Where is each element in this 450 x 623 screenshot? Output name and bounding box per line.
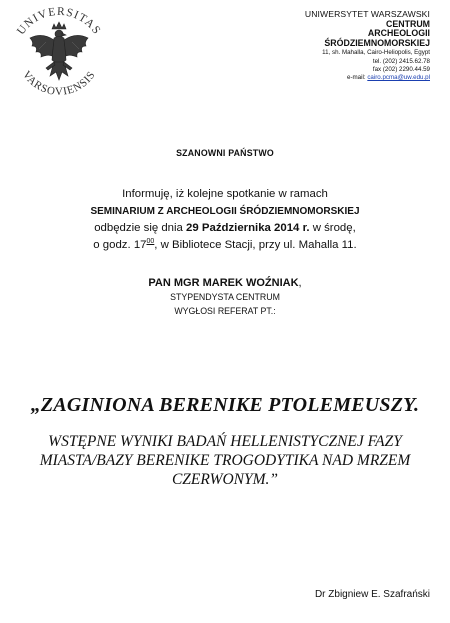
institution-header (210, 10, 430, 83)
seal-text-top: UNIVERSITAS (14, 5, 104, 38)
crowned-eagle-icon (30, 22, 88, 80)
announcement (0, 186, 450, 254)
email-line (210, 74, 430, 82)
lecture-subtitle-line1: WSTĘPNE WYNIKI BADAŃ HELLENISTYCZNEJ FAZY (48, 433, 402, 450)
announcement-line1: Informuję, iż kolejne spotkanie w ramach (122, 188, 328, 200)
time-intro: o godz. 17 (93, 239, 147, 251)
time-minutes: 00 (146, 238, 155, 245)
announcement-time-line (0, 237, 450, 254)
announcement-date-line (0, 220, 450, 237)
signature: Dr Zbigniew E. Szafrański (314, 589, 430, 600)
salutation: SZANOWNI PAŃSTWO (176, 148, 274, 158)
date-suffix: r. (299, 222, 310, 234)
lecture-lead: WYGŁOSI REFERAT PT.: (174, 306, 276, 316)
address: 11, sh. Mahalla, Cairo-Heliopolis, Egypt (322, 49, 430, 57)
weekday: w środę, (309, 222, 356, 234)
speaker-name-line (0, 276, 450, 290)
speaker-comma: , (298, 277, 302, 289)
speaker-name: PAN MGR MAREK WOŹNIAK (148, 277, 299, 289)
university-seal (6, 2, 112, 108)
centre-name-line1: CENTRUM (386, 18, 430, 29)
lecture-subtitle-line3: CZERWONYM.” (171, 471, 279, 488)
lecture-title: „ZAGINIONA BERENIKE PTOLEMEUSZY. (30, 394, 420, 416)
centre-name-line2: ARCHEOLOGII (367, 28, 430, 39)
speaker-block (0, 276, 450, 318)
seminar-name: SEMINARIUM Z ARCHEOLOGII ŚRÓDZIEMNOMORSKIEJ (90, 206, 360, 217)
lecture-subtitle (30, 432, 420, 489)
telephone: tel. (202) 2415.62.78 (372, 57, 430, 65)
seal-text-bottom: VARSOVIENSIS (20, 68, 98, 98)
date-intro: odbędzie się dnia (94, 222, 187, 234)
email-label: e-mail: (347, 74, 368, 82)
lecture-subtitle-line2: MIASTA/BAZY BERENIKE TROGODYTIKA NAD MRZEM (39, 452, 411, 469)
email-link[interactable]: cairo.pcma@uw.edu.pl (367, 74, 430, 82)
university-name: UNIWERSYTET WARSZAWSKI (304, 9, 430, 19)
venue: , w Bibliotece Stacji, przy ul. Mahalla 11. (154, 239, 357, 251)
speaker-role: STYPENDYSTA CENTRUM (170, 292, 280, 302)
centre-name-line3: ŚRÓDZIEMNOMORSKIEJ (324, 38, 430, 49)
fax: fax (202) 2290.44.59 (372, 65, 430, 73)
meeting-date: 29 Października 2014 (186, 222, 300, 234)
